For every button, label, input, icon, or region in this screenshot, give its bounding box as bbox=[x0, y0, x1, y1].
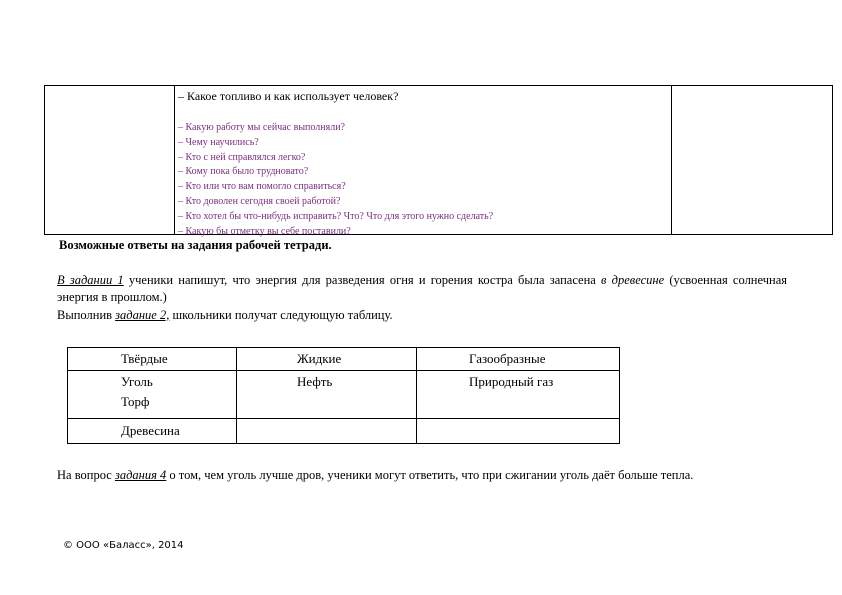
table-row bbox=[68, 371, 620, 419]
task2-text-end: школьники получат следующую таблицу. bbox=[169, 308, 393, 322]
answers-heading: Возможные ответы на задания рабочей тетради. bbox=[59, 238, 332, 252]
table-header-row bbox=[68, 348, 620, 371]
table-row bbox=[68, 419, 620, 444]
list-item: – Чему научились? bbox=[178, 136, 259, 148]
table-cell: Древесина bbox=[68, 419, 237, 444]
list-item: – Какую бы отметку вы себе поставили? bbox=[178, 225, 351, 237]
table-cell: Уголь Торф bbox=[68, 371, 237, 419]
list-item: – Кто с ней справлялся легко? bbox=[178, 151, 306, 163]
list-item: – Какую работу мы сейчас выполняли? bbox=[178, 122, 345, 133]
table-divider bbox=[174, 86, 175, 234]
fuel-question: – Какое топливо и как использует человек? bbox=[178, 89, 399, 103]
list-item: – Кто или что вам помогло справиться? bbox=[178, 181, 346, 193]
list-item: – Кто доволен сегодня своей работой? bbox=[178, 195, 341, 207]
table-cell bbox=[417, 419, 620, 444]
fuel-types-table bbox=[67, 347, 620, 444]
task4-text: На вопрос bbox=[57, 468, 115, 482]
copyright-footer: © ООО «Баласс», 2014 bbox=[63, 540, 184, 551]
table-cell: Нефть bbox=[237, 371, 417, 419]
table-cell: Природный газ bbox=[417, 371, 620, 419]
reflection-list bbox=[178, 121, 493, 239]
task4-reference: задания 4 bbox=[114, 468, 167, 482]
task2-text: Выполнив bbox=[57, 308, 116, 322]
table-header-cell: Жидкие bbox=[237, 348, 417, 371]
list-item: – Кому пока было трудновато? bbox=[178, 166, 309, 178]
table-header-cell: Твёрдые bbox=[68, 348, 237, 371]
task1-paragraph bbox=[57, 272, 787, 306]
task4-paragraph bbox=[57, 467, 693, 484]
task2-reference: задание 2, bbox=[115, 308, 170, 322]
table-header-cell: Газообразные bbox=[417, 348, 620, 371]
task1-reference: В задании 1 bbox=[57, 273, 124, 287]
task1-text: ученики напишут, что энергия для разведения огня и горения костра была запасена bbox=[123, 273, 602, 287]
table-divider bbox=[671, 86, 672, 234]
task1-text-end: (усвоенная солнечная энергия в прошлом.) bbox=[57, 273, 788, 304]
task4-text-end: о том, чем уголь лучше дров, ученики могут ответить, что при сжигании уголь даёт больше тепла. bbox=[166, 468, 694, 482]
task2-paragraph bbox=[57, 307, 393, 324]
task1-emphasis: в древесине bbox=[601, 273, 665, 287]
list-item: – Кто хотел бы что-нибудь исправить? Что? Что для этого нужно сделать? bbox=[178, 210, 494, 222]
